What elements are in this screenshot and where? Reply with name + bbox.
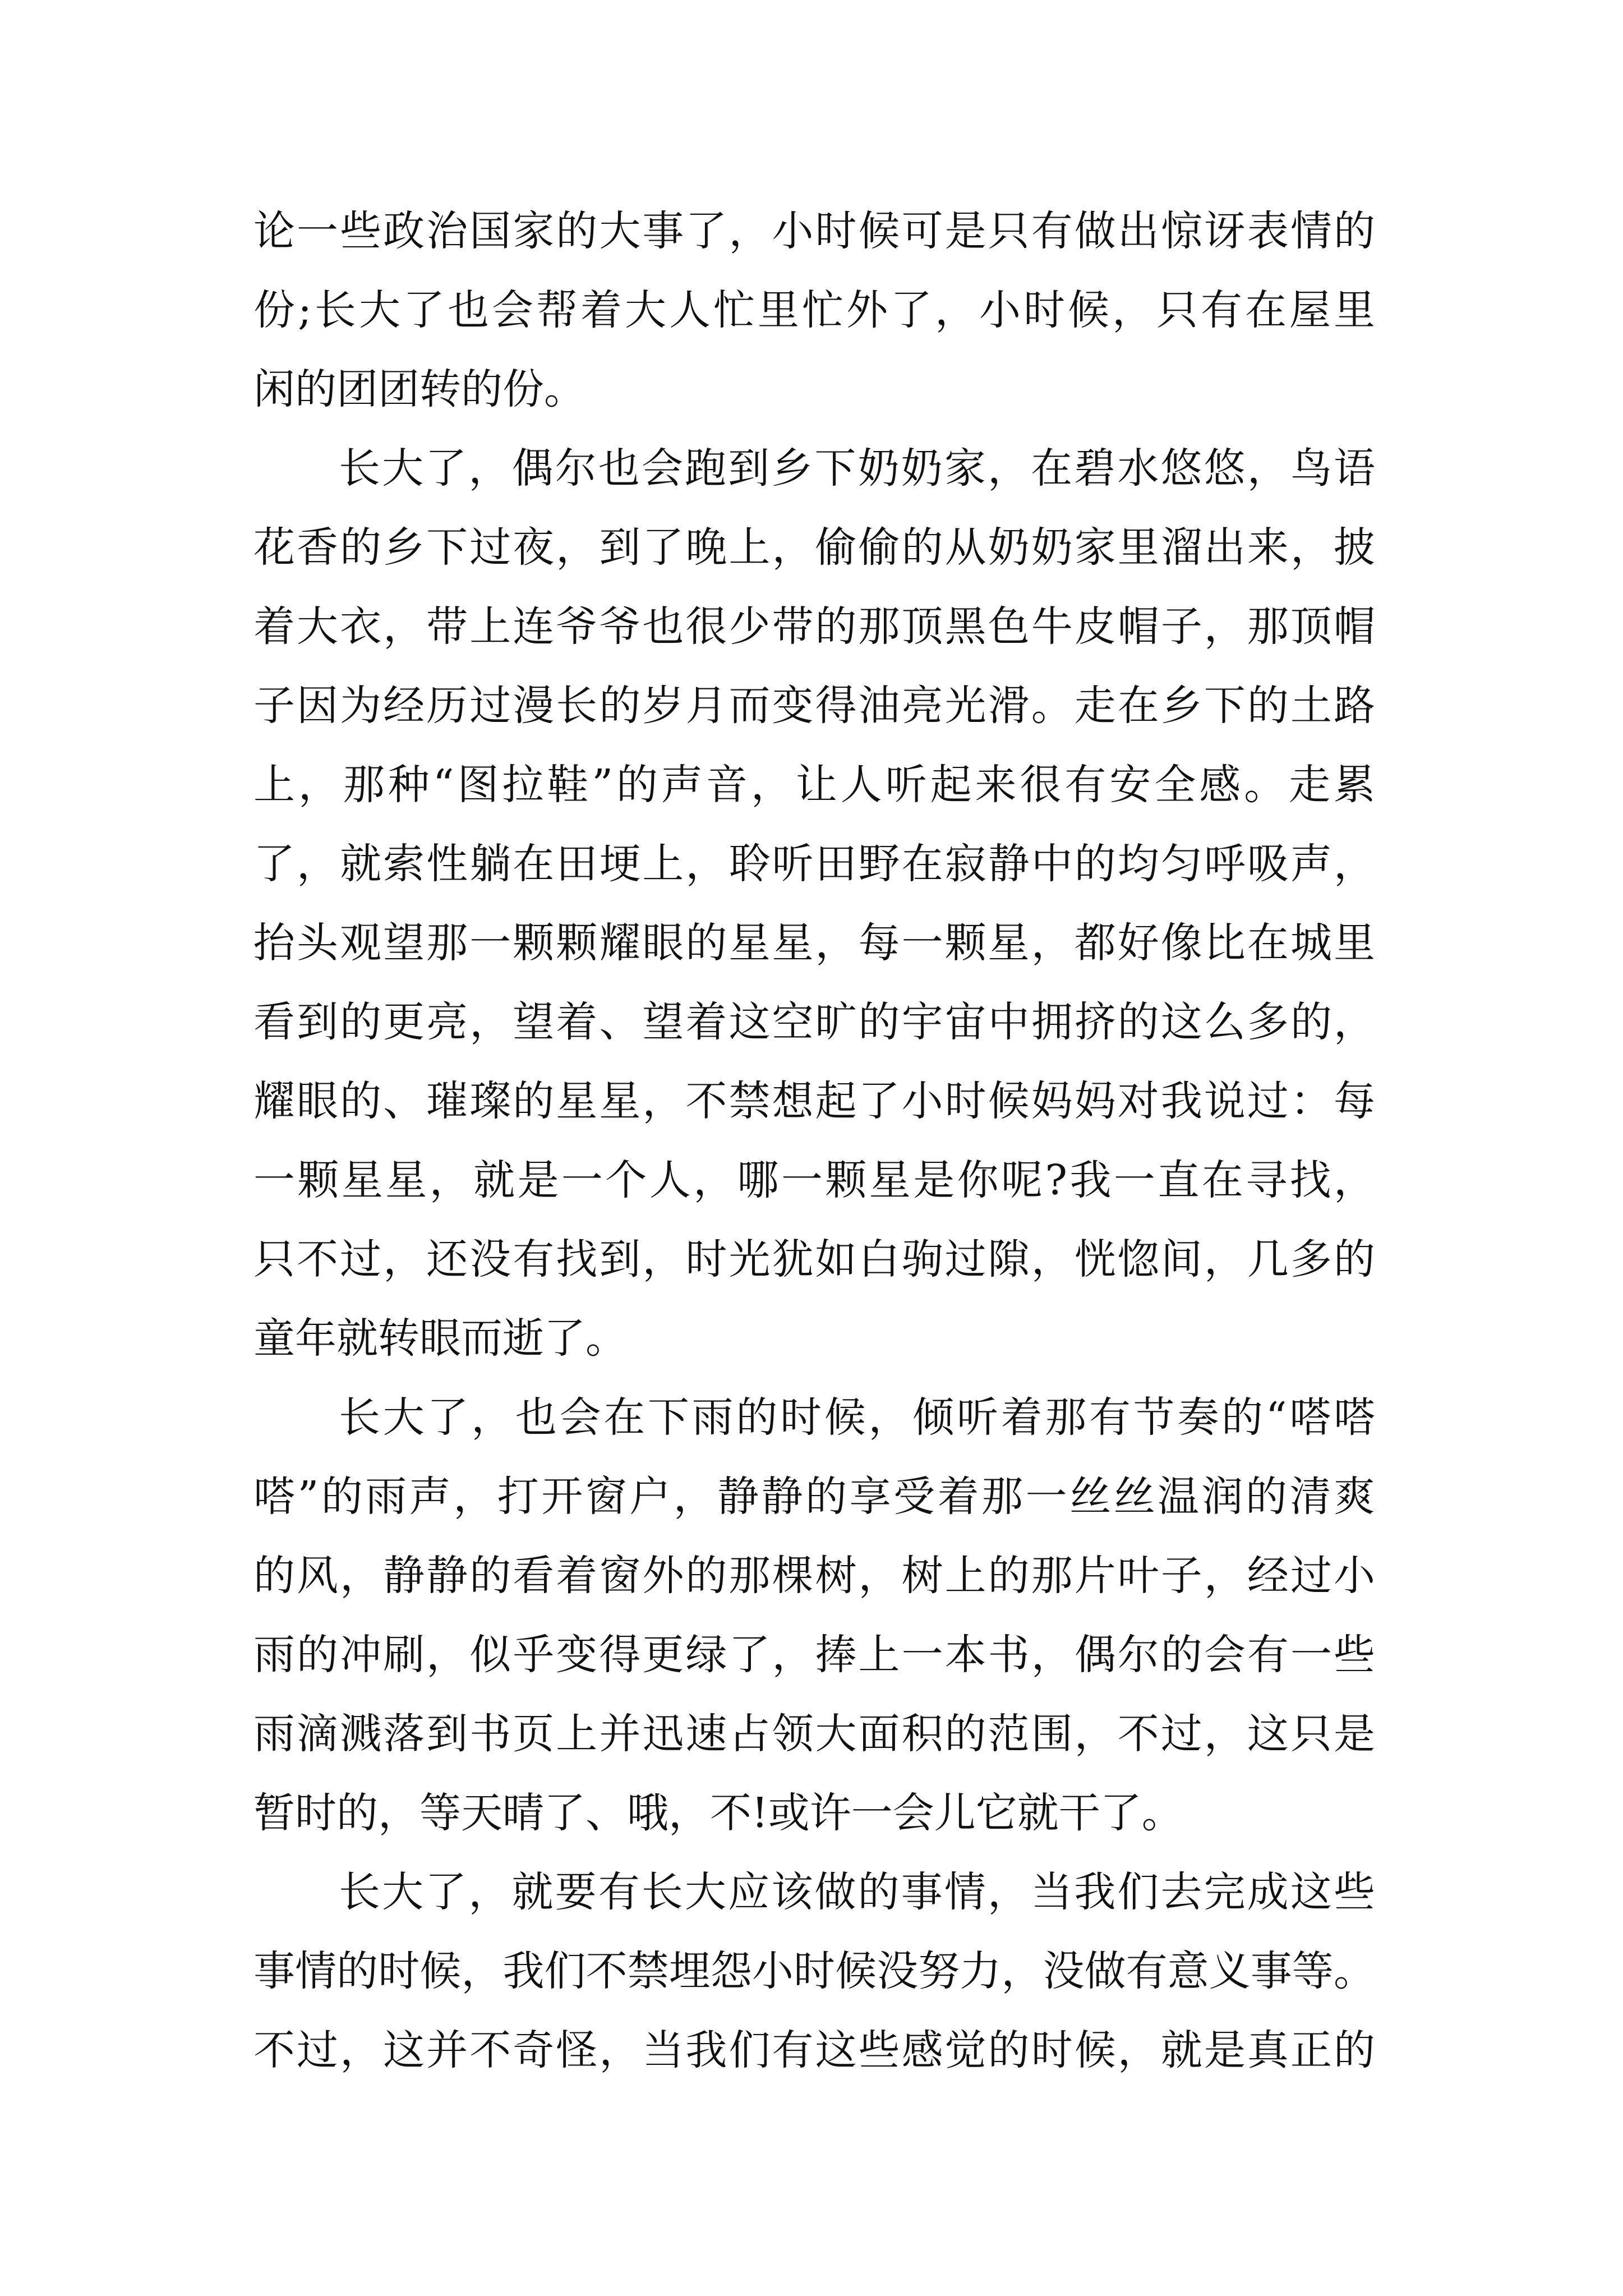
text-line: 论一些政治国家的大事了，小时候可是只有做出惊讶表情的 <box>253 207 1375 255</box>
text-line: 嗒”的雨声，打开窗户，静静的享受着那一丝丝温润的清爽 <box>253 1473 1375 1521</box>
text-line: 的风，静静的看着窗外的那棵树，树上的那片叶子，经过小 <box>253 1552 1375 1600</box>
text-line: 一颗星星，就是一个人，哪一颗星是你呢?我一直在寻找， <box>253 1156 1375 1204</box>
body-text <box>253 205 1375 2103</box>
text-line: 闲的团团转的份。 <box>253 365 585 413</box>
text-line: 份;长大了也会帮着大人忙里忙外了，小时候，只有在屋里 <box>253 286 1375 334</box>
text-line: 长大了，就要有长大应该做的事情，当我们去完成这些 <box>339 1868 1375 1916</box>
text-line: 事情的时候，我们不禁埋怨小时候没努力，没做有意义事等。 <box>253 1947 1375 1995</box>
text-line: 看到的更亮，望着、望着这空旷的宇宙中拥挤的这么多的， <box>253 998 1375 1046</box>
text-line: 子因为经历过漫长的岁月而变得油亮光滑。走在乡下的土路 <box>253 682 1375 730</box>
text-line: 只不过，还没有找到，时光犹如白驹过隙，恍惚间，几多的 <box>253 1235 1375 1283</box>
text-line: 上，那种“图拉鞋”的声音，让人听起来很有安全感。走累 <box>253 761 1375 809</box>
text-line: 长大了，偶尔也会跑到乡下奶奶家，在碧水悠悠，鸟语 <box>339 444 1375 493</box>
text-line: 花香的乡下过夜，到了晚上，偷偷的从奶奶家里溜出来，披 <box>253 523 1375 572</box>
text-line: 抬头观望那一颗颗耀眼的星星，每一颗星，都好像比在城里 <box>253 919 1375 967</box>
text-line: 童年就转眼而逝了。 <box>253 1314 627 1363</box>
text-line: 不过，这并不奇怪，当我们有这些感觉的时候，就是真正的 <box>253 2026 1375 2074</box>
text-line: 长大了，也会在下雨的时候，倾听着那有节奏的“嗒嗒 <box>339 1393 1375 1442</box>
text-line: 了，就索性躺在田埂上，聆听田野在寂静中的均匀呼吸声， <box>253 840 1375 888</box>
text-line: 雨滴溅落到书页上并迅速占领大面积的范围，不过，这只是 <box>253 1710 1375 1758</box>
text-line: 耀眼的、璀璨的星星，不禁想起了小时候妈妈对我说过：每 <box>253 1077 1375 1125</box>
text-line: 雨的冲刷，似乎变得更绿了，捧上一本书，偶尔的会有一些 <box>253 1631 1375 1679</box>
text-line: 暂时的，等天晴了、哦，不!或许一会儿它就干了。 <box>253 1789 1183 1837</box>
text-line: 着大衣，带上连爷爷也很少带的那顶黑色牛皮帽子，那顶帽 <box>253 602 1375 651</box>
